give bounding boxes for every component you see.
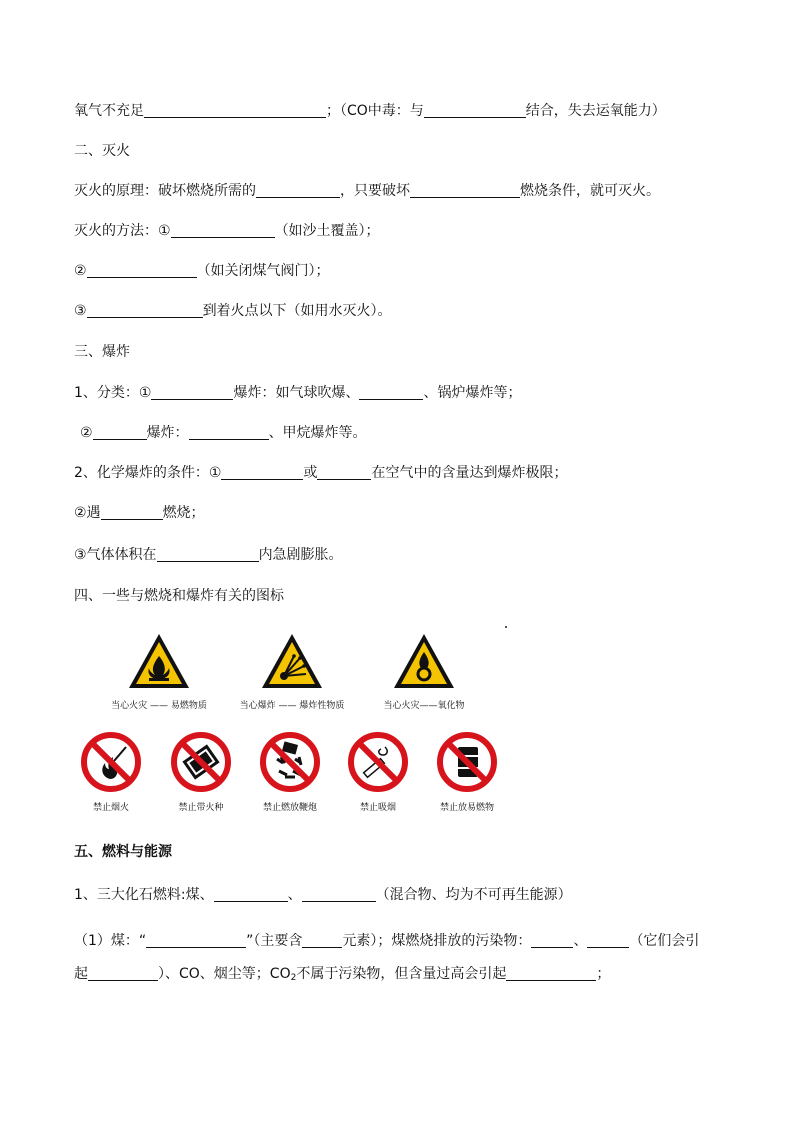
line-coal-pollutants — [74, 963, 734, 985]
line-extinguish-method-3 — [74, 300, 734, 322]
fill-blank[interactable] — [144, 101, 326, 118]
text: ③ — [74, 303, 87, 319]
fill-blank[interactable] — [146, 931, 246, 948]
fill-blank[interactable] — [424, 101, 526, 118]
text: 1、三大化石燃料:煤、 — [74, 887, 214, 903]
text: 燃烧条件，就可灭火。 — [520, 183, 660, 199]
text: 起 — [74, 966, 88, 982]
line-explosion-condition-2 — [74, 502, 734, 524]
subscript: 2 — [290, 973, 297, 983]
fill-blank[interactable] — [93, 423, 147, 440]
fill-blank[interactable] — [157, 545, 259, 562]
text: ②遇 — [74, 505, 101, 521]
text: 氧气不充足 — [74, 103, 144, 119]
text: 灭火的原理：破坏燃烧所需的 — [74, 183, 256, 199]
text: 在空气中的含量达到爆炸极限； — [371, 465, 568, 481]
no-matches-icon — [170, 731, 232, 793]
line-co-poisoning — [74, 100, 734, 122]
fill-blank[interactable] — [87, 261, 197, 278]
fill-blank[interactable] — [587, 931, 629, 948]
line-extinguish-principle — [74, 180, 734, 202]
caption-no-matches: 禁止带火种 — [178, 803, 224, 813]
text: 或 — [303, 465, 318, 481]
text: （1）煤：“ — [74, 933, 147, 949]
fill-blank[interactable] — [256, 181, 340, 198]
section-heading-fire-extinguish: 二、灭火 — [74, 143, 130, 159]
text: 1、分类：① — [74, 385, 152, 401]
text: 结合，失去运氧能力） — [525, 103, 666, 119]
fill-blank[interactable] — [359, 383, 423, 400]
line-explosion-chemical — [80, 422, 734, 444]
section-heading-signs: 四、一些与燃烧和爆炸有关的图标 — [74, 588, 284, 604]
caption-oxidizer: 当心火灾——氧化物 — [383, 701, 465, 711]
text: ② — [80, 425, 93, 441]
line-explosion-condition-3 — [74, 544, 734, 566]
text: 到着火点以下（如用水灭火）。 — [202, 303, 392, 319]
text: 2、化学爆炸的条件：① — [74, 465, 222, 481]
oxidizer-flame-circle-icon — [392, 632, 456, 690]
line-explosion-classification — [74, 382, 734, 404]
section-heading-explosion: 三、爆炸 — [74, 344, 130, 360]
line-coal — [74, 930, 734, 952]
fill-blank[interactable] — [151, 383, 233, 400]
warning-signs-row — [0, 632, 794, 716]
text: ③气体体积在 — [74, 547, 157, 563]
line-extinguish-method-1 — [74, 220, 734, 242]
text: ； — [596, 966, 611, 982]
caption-no-firecrackers: 禁止燃放鞭炮 — [262, 803, 317, 813]
line-explosion-condition-1 — [74, 462, 734, 484]
text: 不属于污染物，但含量过高会引起 — [296, 966, 507, 982]
fill-blank[interactable] — [531, 931, 573, 948]
stray-dot — [505, 626, 507, 628]
caption-no-flammables: 禁止放易燃物 — [439, 803, 494, 813]
fill-blank[interactable] — [317, 463, 371, 480]
fill-blank[interactable] — [101, 503, 163, 520]
text: ”（主要含 — [246, 933, 303, 949]
line-fossil-fuels — [74, 884, 734, 906]
text: ② — [74, 263, 87, 279]
text: 、 — [573, 933, 588, 949]
text: 内急剧膨胀。 — [258, 547, 343, 563]
text: ）、CO、烟尘等；CO — [158, 966, 291, 982]
text: 、 — [287, 887, 302, 903]
caption-explosive: 当心爆炸 —— 爆炸性物质 — [239, 701, 345, 711]
caption-no-fire: 禁止烟火 — [92, 803, 129, 813]
fill-blank[interactable] — [302, 885, 376, 902]
text: （如关闭煤气阀门）； — [196, 263, 330, 279]
no-fire-icon — [80, 731, 142, 793]
caption-flammable: 当心火灾 —— 易燃物质 — [111, 701, 207, 711]
fill-blank[interactable] — [410, 181, 520, 198]
fill-blank[interactable] — [88, 964, 158, 981]
fill-blank[interactable] — [214, 885, 288, 902]
fill-blank[interactable] — [506, 964, 596, 981]
text: 燃烧； — [162, 505, 205, 521]
section-heading-fuels: 五、燃料与能源 — [74, 844, 172, 860]
flammable-flame-icon — [127, 632, 191, 690]
text: （如沙土覆盖）； — [274, 223, 380, 239]
no-smoking-icon — [347, 731, 409, 793]
text: 、甲烷爆炸等。 — [268, 425, 367, 441]
text: 爆炸： — [146, 425, 189, 441]
no-flammables-icon — [436, 731, 498, 793]
text: ；（CO中毒：与 — [326, 103, 424, 119]
no-firecrackers-icon — [259, 731, 321, 793]
prohibition-signs-row — [0, 731, 794, 821]
explosive-burst-icon — [260, 632, 324, 690]
fill-blank[interactable] — [189, 423, 269, 440]
text: 元素）；煤燃烧排放的污染物： — [342, 933, 532, 949]
text: 爆炸：如气球吹爆、 — [233, 385, 360, 401]
caption-no-smoking: 禁止吸烟 — [359, 803, 396, 813]
text: 、锅炉爆炸等； — [423, 385, 522, 401]
text: ，只要破坏 — [340, 183, 410, 199]
text: （它们会引 — [629, 933, 700, 949]
fill-blank[interactable] — [171, 221, 275, 238]
text: （混合物、均为不可再生能源） — [375, 887, 572, 903]
fill-blank[interactable] — [87, 301, 203, 318]
fill-blank[interactable] — [221, 463, 303, 480]
text: 灭火的方法：① — [74, 223, 171, 239]
fill-blank[interactable] — [302, 931, 342, 948]
line-extinguish-method-2 — [74, 260, 734, 282]
